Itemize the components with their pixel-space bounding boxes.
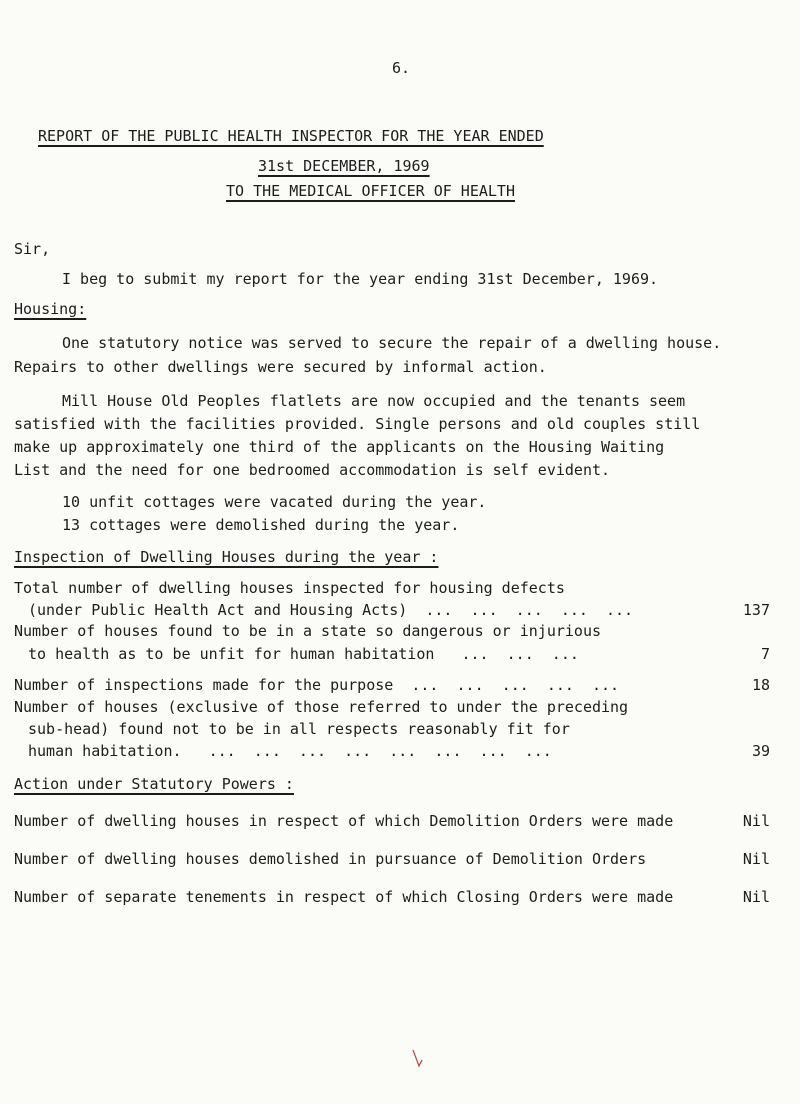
statutory-item-3-row xyxy=(14,886,770,908)
inspection-item-3-line1: Number of inspections made for the purpose ... ... ... ... ... xyxy=(14,676,620,694)
inspection-item-3-value: 18 xyxy=(751,676,770,694)
statutory-item-3-label: Number of separate tenements in respect of which Closing Orders were made xyxy=(14,888,674,906)
inspection-item-4-row xyxy=(14,740,770,762)
report-title-line-1: REPORT OF THE PUBLIC HEALTH INSPECTOR FOR THE YEAR ENDED xyxy=(38,127,544,145)
housing-para2-line2: satisfied with the facilities provided. Single persons and old couples still xyxy=(14,415,701,433)
inspection-item-4-line2: sub-head) found not to be in all respects reasonably fit for xyxy=(28,720,570,738)
unfit-vacated-text: 10 unfit cottages were vacated during the year. xyxy=(62,493,487,511)
inspection-item-2-line1: Number of houses found to be in a state so dangerous or injurious xyxy=(14,622,601,640)
housing-para2-line3: make up approximately one third of the applicants on the Housing Waiting xyxy=(14,438,665,456)
inspection-item-4-value: 39 xyxy=(751,742,770,760)
statutory-item-2-label: Number of dwelling houses demolished in pursuance of Demolition Orders xyxy=(14,850,647,868)
demolished-text: 13 cottages were demolished during the year. xyxy=(62,516,460,534)
inspection-item-1-value: 137 xyxy=(742,601,770,619)
inspection-item-1-row xyxy=(14,599,770,621)
page-number: 6. xyxy=(392,59,411,77)
inspection-item-2-line2: to health as to be unfit for human habitation ... ... ... xyxy=(28,645,579,663)
inspection-item-4-line1: Number of houses (exclusive of those referred to under the preceding xyxy=(14,698,629,716)
housing-para2-line4: List and the need for one bedroomed accommodation is self evident. xyxy=(14,461,611,479)
housing-heading: Housing: xyxy=(14,300,87,318)
pencil-tick-mark xyxy=(412,1048,424,1074)
inspection-item-2-row xyxy=(14,643,770,665)
statutory-item-1-row xyxy=(14,810,770,832)
statutory-item-1-label: Number of dwelling houses in respect of which Demolition Orders were made xyxy=(14,812,674,830)
salutation: Sir, xyxy=(14,240,51,258)
inspection-item-1-line2: (under Public Health Act and Housing Acts) ... ... ... ... ... xyxy=(28,601,634,619)
intro-text: I beg to submit my report for the year ending 31st December, 1969. xyxy=(62,270,659,288)
housing-para2-line1: Mill House Old Peoples flatlets are now occupied and the tenants seem xyxy=(62,392,686,410)
statutory-item-3-value: Nil xyxy=(742,888,770,906)
statutory-item-1-value: Nil xyxy=(742,812,770,830)
inspection-item-2-value: 7 xyxy=(760,645,770,663)
statutory-item-2-row xyxy=(14,848,770,870)
inspection-heading: Inspection of Dwelling Houses during the year : xyxy=(14,548,439,566)
inspection-item-3-row xyxy=(14,674,770,696)
inspection-item-1-line1: Total number of dwelling houses inspected for housing defects xyxy=(14,579,565,597)
inspection-item-4-line3: human habitation. ... ... ... ... ... ... ... ... xyxy=(28,742,552,760)
housing-para1-line2: Repairs to other dwellings were secured by informal action. xyxy=(14,358,547,376)
report-title-line-2: 31st DECEMBER, 1969 xyxy=(258,157,430,175)
housing-para1-line1: One statutory notice was served to secure the repair of a dwelling house. xyxy=(62,334,722,352)
statutory-item-2-value: Nil xyxy=(742,850,770,868)
report-title-line-3: TO THE MEDICAL OFFICER OF HEALTH xyxy=(226,182,515,200)
statutory-heading: Action under Statutory Powers : xyxy=(14,775,294,793)
